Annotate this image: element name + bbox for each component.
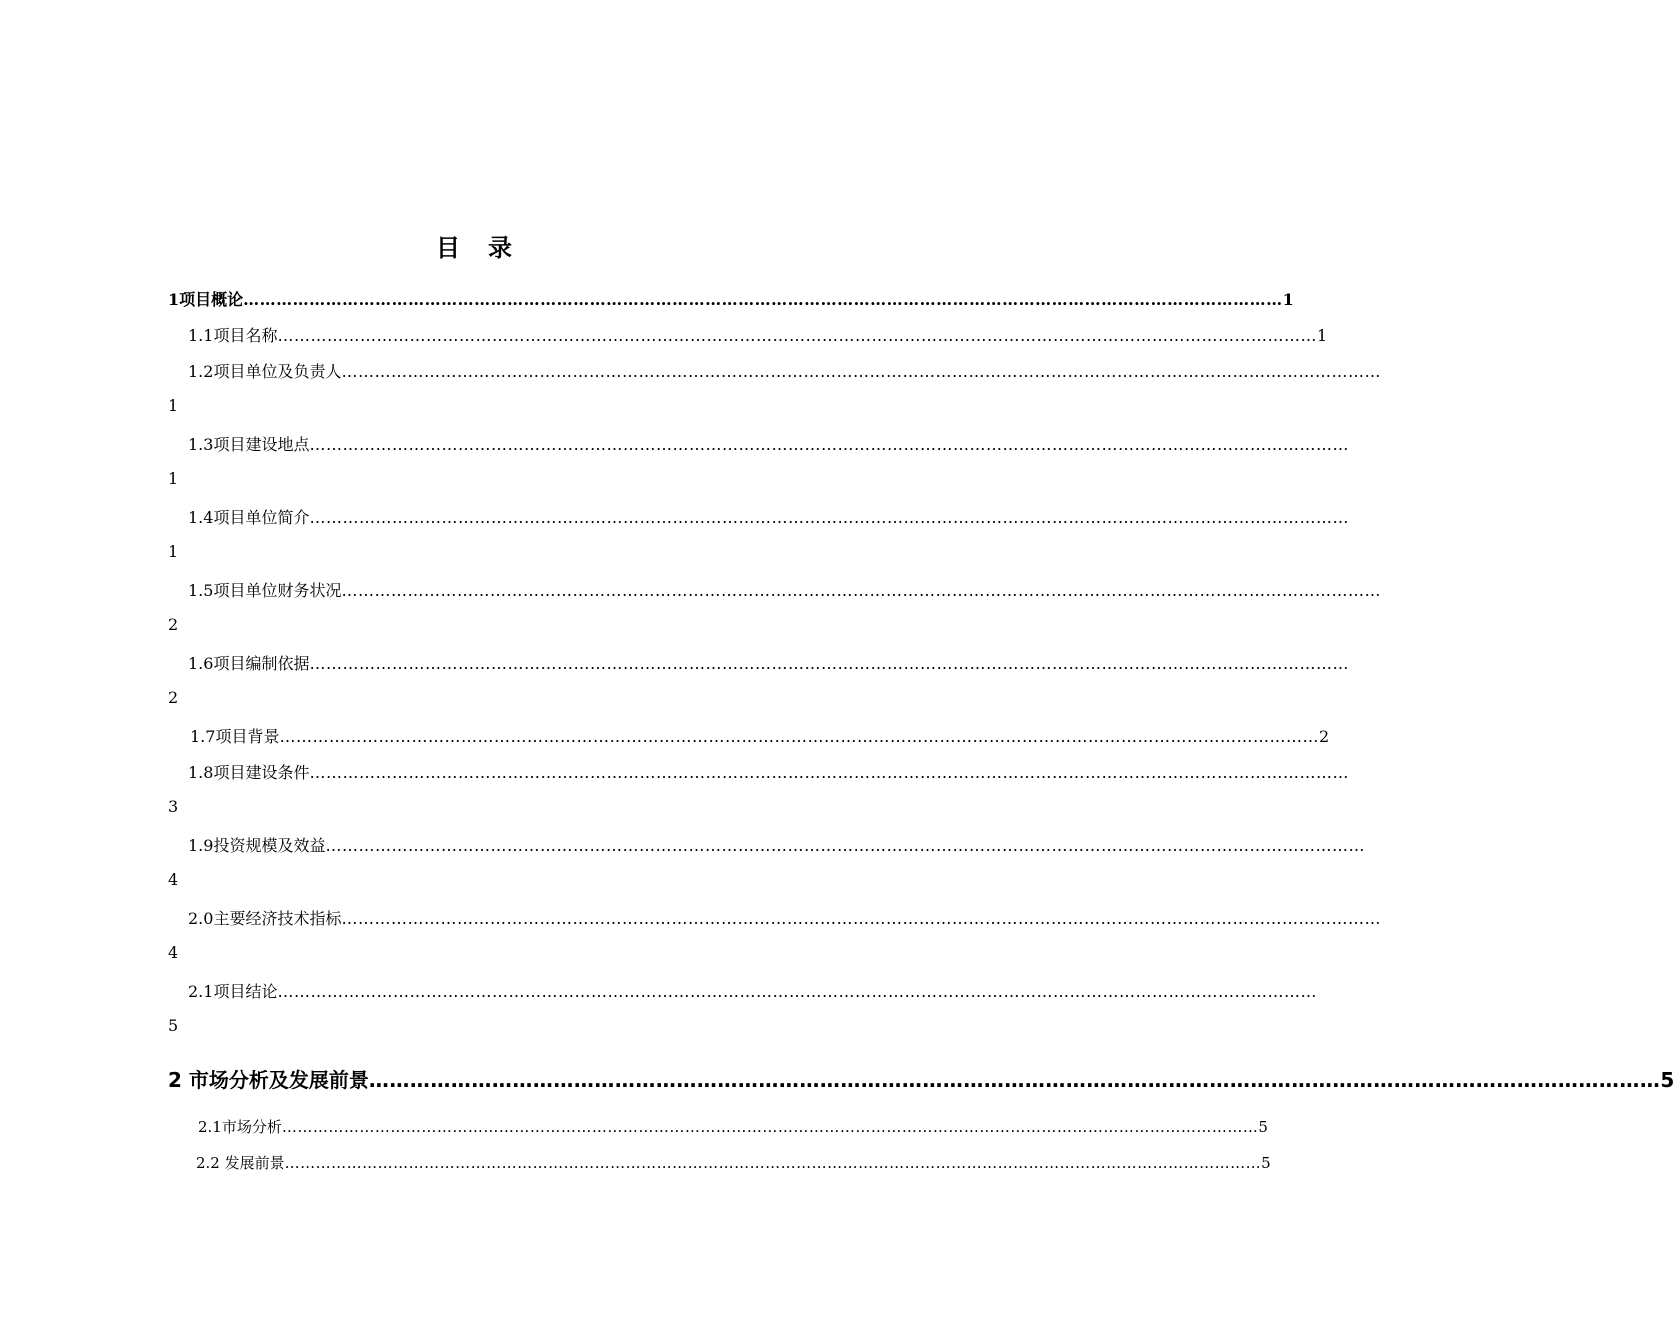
toc-entry-page: 4 xyxy=(168,870,179,889)
toc-entry-label: 1.3项目建设地点 xyxy=(188,435,310,454)
toc-entry-page: 1 xyxy=(1316,326,1328,345)
toc-leader: ……………………………………………………………………………………………………………………………………………………………………… xyxy=(341,362,1381,381)
toc-entry[interactable] xyxy=(188,979,1317,1002)
toc-title: 目 录 xyxy=(436,234,514,262)
toc-entry-label: 1.7项目背景 xyxy=(190,727,280,746)
toc-entry-page: 5 xyxy=(1261,1154,1271,1172)
toc-entry[interactable] xyxy=(188,323,1328,346)
toc-entry-page: 5 xyxy=(168,1016,179,1035)
toc-leader: ……………………………………………………………………………………………………………………………………………………………………… xyxy=(279,727,1319,746)
toc-leader: ……………………………………………………………………………………………………………………………………………………………………… xyxy=(341,581,1381,600)
toc-entry-page: 2 xyxy=(1318,727,1330,746)
toc-entry-label: 1项目概论 xyxy=(168,290,244,309)
toc-entry-page: 2 xyxy=(168,688,179,707)
toc-leader: ……………………………………………………………………………………………………………………………………………………………………… xyxy=(277,982,1317,1001)
toc-entry-label: 2.2 发展前景 xyxy=(196,1154,285,1172)
toc-entry[interactable] xyxy=(188,432,1349,455)
toc-entry-page: 1 xyxy=(168,469,179,488)
toc-entry-label: 2 市场分析及发展前景 xyxy=(168,1068,369,1092)
toc-entry-page: 1 xyxy=(168,396,179,415)
toc-entry-label: 1.8项目建设条件 xyxy=(188,763,310,782)
toc-leader: ……………………………………………………………………………………………………………………………………………………………………… xyxy=(309,763,1349,782)
toc-leader: ……………………………………………………………………………………………………………………………………………………………………… xyxy=(284,1154,1262,1172)
toc-entry-page: 5 xyxy=(1660,1068,1674,1092)
toc-entry-page: 1 xyxy=(1282,290,1294,309)
toc-entry[interactable] xyxy=(188,651,1349,674)
toc-leader: ……………………………………………………………………………………………………………………………………………………………………… xyxy=(309,508,1349,527)
toc-leader: ……………………………………………………………………………………………………………………………………………………………………… xyxy=(243,290,1283,309)
toc-entry[interactable] xyxy=(188,833,1365,856)
toc-entry[interactable] xyxy=(188,505,1349,528)
toc-entry-page: 4 xyxy=(168,943,179,962)
toc-entry-label: 2.1项目结论 xyxy=(188,982,278,1001)
toc-entry-page: 1 xyxy=(168,542,179,561)
toc-entry-label: 1.2项目单位及负责人 xyxy=(188,362,342,381)
toc-leader: ……………………………………………………………………………………………………………………………………………………………………… xyxy=(368,1068,1661,1092)
toc-leader: ……………………………………………………………………………………………………………………………………………………………………… xyxy=(281,1118,1259,1136)
toc-entry-label: 1.4项目单位简介 xyxy=(188,508,310,527)
toc-entry-page: 2 xyxy=(168,615,179,634)
toc-entry[interactable] xyxy=(196,1152,1271,1173)
toc-entry-label: 1.6项目编制依据 xyxy=(188,654,310,673)
toc-entry-label: 1.9投资规模及效益 xyxy=(188,836,326,855)
toc-entry[interactable] xyxy=(188,906,1381,929)
toc-leader: ……………………………………………………………………………………………………………………………………………………………………… xyxy=(309,435,1349,454)
toc-entry[interactable] xyxy=(168,287,1294,310)
toc-entry-label: 2.0主要经济技术指标 xyxy=(188,909,342,928)
toc-entry[interactable] xyxy=(198,1116,1268,1137)
toc-entry[interactable] xyxy=(190,724,1330,747)
toc-entry-page: 5 xyxy=(1258,1118,1268,1136)
toc-leader: ……………………………………………………………………………………………………………………………………………………………………… xyxy=(325,836,1365,855)
toc-entry[interactable] xyxy=(188,359,1381,382)
toc-leader: ……………………………………………………………………………………………………………………………………………………………………… xyxy=(309,654,1349,673)
toc-leader: ……………………………………………………………………………………………………………………………………………………………………… xyxy=(277,326,1317,345)
toc-leader: ……………………………………………………………………………………………………………………………………………………………………… xyxy=(341,909,1381,928)
toc-entry-label: 2.1市场分析 xyxy=(198,1118,282,1136)
toc-entry-label: 1.1项目名称 xyxy=(188,326,278,345)
toc-entry-label: 1.5项目单位财务状况 xyxy=(188,581,342,600)
toc-entry[interactable] xyxy=(168,1064,1674,1093)
toc-entry[interactable] xyxy=(188,578,1381,601)
toc-entry[interactable] xyxy=(188,760,1349,783)
toc-entry-page: 3 xyxy=(168,797,179,816)
